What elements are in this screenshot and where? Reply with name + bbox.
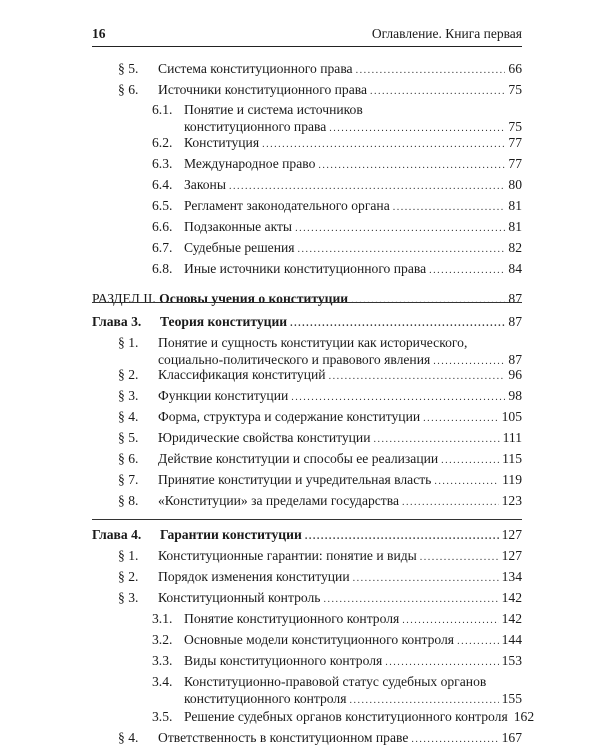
toc-entry-title: Конституция: [184, 135, 260, 150]
toc-chapter-title: Теория конституции: [160, 314, 288, 329]
toc-entry-title: Конституционный контроль: [158, 590, 321, 605]
toc-entry-number: § 6.: [118, 82, 139, 97]
toc-entry: [152, 134, 522, 153]
toc-entry-number: § 5.: [118, 430, 139, 445]
toc-entry-page: 84: [508, 261, 522, 276]
toc-entry-page: 127: [501, 548, 522, 563]
leader-dots: [291, 389, 505, 406]
toc-entry-title: Основные модели конституционного контроля: [184, 632, 455, 647]
leader-dots: [370, 83, 505, 100]
toc-entry: [118, 568, 522, 587]
toc-entry-number: 3.1.: [152, 611, 173, 626]
toc-entry-title: Подзаконные акты: [184, 219, 293, 234]
toc-entry: [118, 589, 522, 608]
toc-entry-number: § 7.: [118, 472, 139, 487]
toc-entry-title: Форма, структура и содержание конституции: [158, 409, 421, 424]
toc-entry-title: Понятие и система источников: [184, 102, 363, 117]
toc-entry-number: § 3.: [118, 388, 139, 403]
leader-dots: [356, 62, 506, 79]
page-number: 16: [92, 26, 106, 41]
toc-entry-number: 3.4.: [152, 674, 173, 689]
toc-entry-page: 123: [501, 493, 522, 508]
toc-entry: [118, 492, 522, 511]
toc-entry-number: § 4.: [118, 730, 139, 745]
toc-entry-page: 153: [501, 653, 522, 668]
toc-entry: [118, 471, 522, 490]
toc-entry-title: Порядок изменения конституции: [158, 569, 350, 584]
toc-chapter-number: Глава 4.: [92, 527, 142, 542]
toc-entry-title: Ответственность в конституционном праве: [158, 730, 409, 745]
toc-entry-page: 80: [508, 177, 522, 192]
toc-entry-page: 66: [508, 61, 522, 76]
toc-entry-page: 142: [501, 611, 522, 626]
leader-dots: [329, 368, 506, 385]
toc-entry-number: 6.2.: [152, 135, 173, 150]
toc-entry-number: 6.5.: [152, 198, 173, 213]
toc-entry-number: 6.4.: [152, 177, 173, 192]
toc-entry-page: 96: [508, 367, 522, 382]
toc-entry: [118, 408, 522, 427]
toc-entry: [118, 81, 522, 100]
page-header: [92, 22, 522, 42]
toc-entry-page: 87: [508, 352, 522, 367]
toc-entry-title: Судебные решения: [184, 240, 295, 255]
toc-entry-number: § 6.: [118, 451, 139, 466]
toc-entry-page: 77: [508, 135, 522, 150]
toc-entry-number: § 1.: [118, 335, 139, 350]
toc-entry-page: 115: [502, 451, 522, 466]
toc-entry-number: 3.5.: [152, 709, 173, 724]
toc-entry-title: Регламент законодательного органа: [184, 198, 390, 213]
section-prefix: РАЗДЕЛ II.: [92, 291, 156, 306]
toc-entry: [152, 155, 522, 174]
toc-entry-page: 81: [508, 219, 522, 234]
leader-dots: [429, 262, 505, 279]
toc-section-entry: [92, 290, 522, 309]
toc-entry-title: Источники конституционного права: [158, 82, 368, 97]
toc-entry-title: «Конституции» за пределами государства: [158, 493, 400, 508]
toc-entry-page: 142: [501, 590, 522, 605]
toc-entry: [152, 260, 522, 279]
leader-dots: [351, 292, 505, 309]
toc-entry-page: 87: [508, 291, 522, 306]
section-rule: [92, 519, 522, 520]
toc-entry-number: § 4.: [118, 409, 139, 424]
leader-dots: [385, 654, 498, 671]
toc-entry: [152, 631, 522, 650]
leader-dots: [434, 473, 499, 490]
header-rule: [92, 46, 522, 47]
toc-chapter-entry: [92, 313, 522, 332]
toc-entry-title: Понятие конституционного контроля: [184, 611, 400, 626]
toc-entry-page: 105: [501, 409, 522, 424]
leader-dots: [393, 199, 506, 216]
toc-entry-number: 6.8.: [152, 261, 173, 276]
leader-dots: [420, 549, 499, 566]
toc-entry-title: Конституционно-правовой статус судебных органов: [184, 674, 487, 689]
toc-entry-title: Виды конституционного контроля: [184, 653, 383, 668]
toc-entry-title: Классификация конституций: [158, 367, 326, 382]
leader-dots: [298, 241, 506, 258]
toc-entry-page: 98: [508, 388, 522, 403]
toc-entry-title: Законы: [184, 177, 226, 192]
running-title: Оглавление. Книга первая: [371, 26, 522, 41]
toc-entry-number: 3.3.: [152, 653, 173, 668]
toc-entry-number: § 2.: [118, 367, 139, 382]
toc-entry-number: § 8.: [118, 493, 139, 508]
leader-dots: [402, 612, 498, 629]
toc-entry: [152, 197, 522, 216]
toc-entry: [118, 387, 522, 406]
toc-entry-page: 82: [508, 240, 522, 255]
toc-entry-page: 167: [501, 730, 522, 745]
toc-entry: [152, 708, 535, 727]
toc-entry: [152, 176, 522, 195]
toc-entry: [118, 60, 522, 79]
leader-dots: [353, 570, 499, 587]
toc-entry-page: 81: [508, 198, 522, 213]
toc-entry-title: Международное право: [184, 156, 316, 171]
toc-entry-number: § 3.: [118, 590, 139, 605]
toc-entry-number: § 2.: [118, 569, 139, 584]
toc-entry-page: 144: [501, 632, 522, 647]
leader-dots: [402, 494, 499, 511]
leader-dots: [349, 692, 498, 709]
leader-dots: [290, 315, 505, 332]
toc-entry-page: 111: [502, 430, 522, 445]
toc-entry: [118, 729, 522, 748]
toc-entry-title: Понятие и сущность конституции как исторического,: [158, 335, 468, 350]
toc-entry: [152, 218, 522, 237]
toc-entry: [152, 610, 522, 629]
toc-entry: [152, 239, 522, 258]
toc-entry-title: Принятие конституции и учредительная власть: [158, 472, 432, 487]
toc-entry-title: Функции конституции: [158, 388, 289, 403]
toc-entry-number: 6.1.: [152, 102, 173, 117]
leader-dots: [295, 220, 505, 237]
toc-entry-number: 6.3.: [152, 156, 173, 171]
toc-entry-page: 162: [513, 709, 535, 724]
leader-dots: [457, 633, 499, 650]
toc-entry: [152, 673, 522, 709]
toc-section-title: Основы учения о конституции: [159, 291, 349, 306]
toc-entry-title-continued: социально-политического и правового явления: [158, 352, 431, 367]
toc-entry-page: 155: [501, 691, 522, 706]
toc-entry-page: 77: [508, 156, 522, 171]
leader-dots: [423, 410, 498, 427]
leader-dots: [411, 731, 498, 748]
toc-chapter-entry: [92, 526, 522, 545]
toc-entry-page: 75: [508, 119, 522, 134]
toc-entry-title: Система конституционного права: [158, 61, 353, 76]
toc-entry-number: § 1.: [118, 548, 139, 563]
leader-dots: [441, 452, 499, 469]
toc-entry: [118, 429, 522, 448]
leader-dots: [229, 178, 505, 195]
leader-dots: [318, 157, 505, 174]
toc-entry: [152, 652, 522, 671]
toc-entry-title: Юридические свойства конституции: [158, 430, 371, 445]
toc-entry: [118, 334, 522, 370]
toc-entry-page: 134: [501, 569, 522, 584]
toc-entry: [152, 101, 522, 137]
toc-entry-page: 127: [501, 527, 522, 542]
toc-entry-title: Иные источники конституционного права: [184, 261, 427, 276]
toc-entry: [118, 450, 522, 469]
leader-dots: [305, 528, 499, 545]
leader-dots: [373, 431, 499, 448]
section-rule: [92, 302, 522, 303]
toc-entry-page: 75: [508, 82, 522, 97]
toc-entry-number: 3.2.: [152, 632, 173, 647]
toc-entry-title-continued: конституционного контроля: [184, 691, 347, 706]
toc-chapter-title: Гарантии конституции: [160, 527, 302, 542]
toc-entry-page: 119: [502, 472, 522, 487]
toc-entry-number: § 5.: [118, 61, 139, 76]
toc-entry-number: 6.6.: [152, 219, 173, 234]
toc-entry-number: 6.7.: [152, 240, 173, 255]
toc-entry-title: Конституционные гарантии: понятие и виды: [158, 548, 417, 563]
toc-entry-title-continued: конституционного права: [184, 119, 327, 134]
toc-chapter-number: Глава 3.: [92, 314, 142, 329]
toc-entry-title: Действие конституции и способы ее реализации: [158, 451, 439, 466]
toc-entry-title: Решение судебных органов конституционного контроля: [184, 709, 508, 724]
toc-entry: [118, 366, 522, 385]
toc-entry: [118, 547, 522, 566]
leader-dots: [323, 591, 498, 608]
leader-dots: [262, 136, 505, 153]
toc-entry-page: 87: [508, 314, 522, 329]
